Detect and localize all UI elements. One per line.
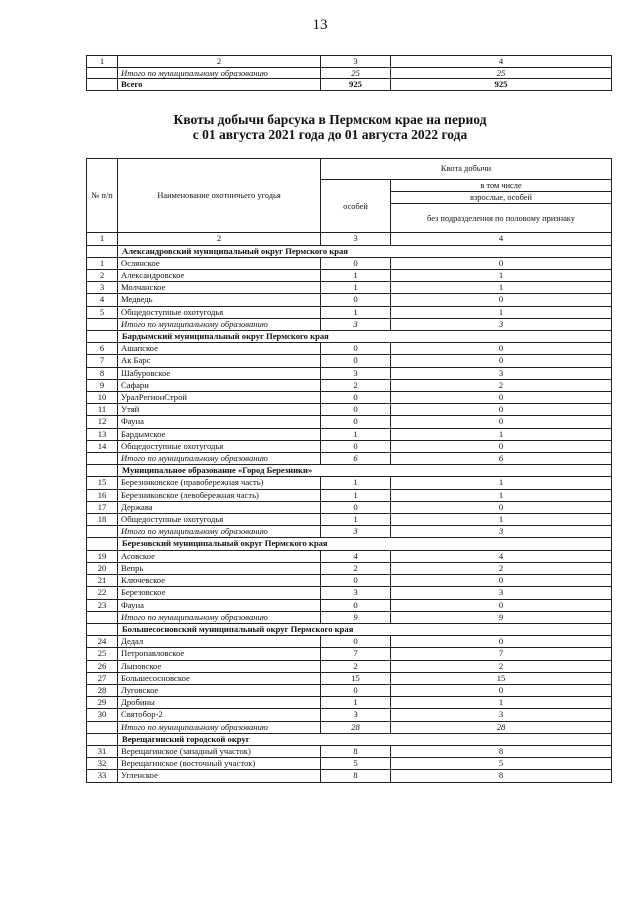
- adults-value: 2: [391, 562, 612, 574]
- table-row: [87, 648, 612, 660]
- row-name: Луговское: [118, 684, 321, 696]
- row-number: [87, 526, 118, 538]
- adults-value: 1: [391, 270, 612, 282]
- total-row: [87, 611, 612, 623]
- adults-value: 0: [391, 684, 612, 696]
- row-name: Итого по муниципальному образованию: [118, 721, 321, 733]
- quota-value: 28: [321, 721, 391, 733]
- row-name: Молчанское: [118, 282, 321, 294]
- row-number: 9: [87, 379, 118, 391]
- quota-value: 1: [321, 282, 391, 294]
- row-number: 20: [87, 562, 118, 574]
- row-name: Петропавловское: [118, 648, 321, 660]
- table-row: [87, 709, 612, 721]
- section-spacer: [87, 538, 118, 550]
- table-row: [87, 416, 612, 428]
- table-row: [87, 477, 612, 489]
- total-row: [87, 67, 612, 79]
- column-number: 2: [118, 233, 321, 245]
- header-row: [87, 159, 612, 180]
- quota-value: 6: [321, 453, 391, 465]
- row-name: Фауна: [118, 416, 321, 428]
- grand-total-row: [87, 79, 612, 91]
- row-number: 3: [87, 282, 118, 294]
- table-row: [87, 697, 612, 709]
- adults-value: 0: [391, 392, 612, 404]
- row-name: Медведь: [118, 294, 321, 306]
- row-number: 30: [87, 709, 118, 721]
- table-row: [87, 636, 612, 648]
- row-name: Всего: [118, 79, 321, 91]
- table-row: [87, 367, 612, 379]
- quota-value: 0: [321, 636, 391, 648]
- row-number: 4: [87, 294, 118, 306]
- row-number: 7: [87, 355, 118, 367]
- row-name: Березниковское (правобережная часть): [118, 477, 321, 489]
- adults-value: 7: [391, 648, 612, 660]
- table-row: [87, 404, 612, 416]
- section-row: [87, 465, 612, 477]
- quota-value: 9: [321, 611, 391, 623]
- previous-table-tail: [86, 55, 612, 91]
- adults-value: 3: [391, 709, 612, 721]
- section-row: [87, 538, 612, 550]
- page-number: 13: [312, 17, 328, 33]
- section-row: [87, 331, 612, 343]
- section-spacer: [87, 465, 118, 477]
- adults-value: 2: [391, 379, 612, 391]
- row-name: Держава: [118, 501, 321, 513]
- adults-value: 0: [391, 257, 612, 269]
- header-no-sex: без подразделения по половому признаку: [391, 204, 612, 233]
- quota-value: 2: [321, 660, 391, 672]
- adults-value: 0: [391, 599, 612, 611]
- row-number: 33: [87, 770, 118, 782]
- table-row: [87, 672, 612, 684]
- row-number: 8: [87, 367, 118, 379]
- row-number: 15: [87, 477, 118, 489]
- section-spacer: [87, 623, 118, 635]
- section-row: [87, 623, 612, 635]
- section-title: Бардымский муниципальный округ Пермского края: [118, 331, 612, 343]
- row-name: Дедал: [118, 636, 321, 648]
- row-name: Итого по муниципальному образованию: [118, 453, 321, 465]
- adults-value: 3: [391, 367, 612, 379]
- row-name: УралРегионСтрой: [118, 392, 321, 404]
- row-name: Верещагинское (восточный участок): [118, 758, 321, 770]
- adults-value: 0: [391, 575, 612, 587]
- column-number-row: [87, 233, 612, 245]
- header-num: № п/п: [87, 159, 118, 233]
- row-number: 27: [87, 672, 118, 684]
- title-line: с 01 августа 2021 года до 01 августа 2022 года: [192, 127, 468, 142]
- quota-value: 1: [321, 477, 391, 489]
- table-body: [87, 245, 612, 782]
- adults-value: 1: [391, 306, 612, 318]
- column-number: 2: [118, 56, 321, 68]
- quota-value: 2: [321, 562, 391, 574]
- header-including: в том числе: [391, 180, 612, 192]
- table-row: [87, 550, 612, 562]
- row-name: Угленское: [118, 770, 321, 782]
- quota-table: [86, 158, 612, 783]
- header-quota: Квота добычи: [321, 159, 612, 180]
- row-name: Бардымское: [118, 428, 321, 440]
- row-name: Общедоступные охотугодья: [118, 514, 321, 526]
- section-row: [87, 733, 612, 745]
- row-number: 28: [87, 684, 118, 696]
- adults-value: 9: [391, 611, 612, 623]
- column-number: 4: [391, 233, 612, 245]
- adults-value: 0: [391, 355, 612, 367]
- adults-value: 3: [391, 587, 612, 599]
- quota-value: 3: [321, 587, 391, 599]
- quota-value: 4: [321, 550, 391, 562]
- row-number: 25: [87, 648, 118, 660]
- adults-value: 8: [391, 770, 612, 782]
- adults-value: 15: [391, 672, 612, 684]
- quota-value: 0: [321, 355, 391, 367]
- table-row: [87, 440, 612, 452]
- quota-value: 0: [321, 684, 391, 696]
- adults-value: 5: [391, 758, 612, 770]
- adults-value: 2: [391, 660, 612, 672]
- row-number: 29: [87, 697, 118, 709]
- row-number: 1: [87, 257, 118, 269]
- quota-value: 7: [321, 648, 391, 660]
- column-number-row: [87, 56, 612, 68]
- table-row: [87, 489, 612, 501]
- quota-value: 0: [321, 575, 391, 587]
- row-number: 22: [87, 587, 118, 599]
- table-row: [87, 684, 612, 696]
- table-row: [87, 428, 612, 440]
- column-number: 1: [87, 233, 118, 245]
- adults-value: 925: [391, 79, 612, 91]
- row-number: 18: [87, 514, 118, 526]
- table-row: [87, 562, 612, 574]
- table-row: [87, 758, 612, 770]
- quota-value: 3: [321, 318, 391, 330]
- adults-value: 1: [391, 489, 612, 501]
- row-name: Ключевское: [118, 575, 321, 587]
- section-title: Большесосновский муниципальный округ Пермского края: [118, 623, 612, 635]
- adults-value: 1: [391, 428, 612, 440]
- row-name: Общедоступные охотугодья: [118, 440, 321, 452]
- quota-value: 0: [321, 392, 391, 404]
- row-name: Утяй: [118, 404, 321, 416]
- column-number: 1: [87, 56, 118, 68]
- adults-value: 0: [391, 636, 612, 648]
- quota-value: 0: [321, 416, 391, 428]
- quota-value: 0: [321, 294, 391, 306]
- quota-value: 3: [321, 367, 391, 379]
- quota-value: 1: [321, 489, 391, 501]
- total-row: [87, 453, 612, 465]
- row-name: Итого по муниципальному образованию: [118, 67, 321, 79]
- header-adults: взрослые, особей: [391, 192, 612, 204]
- row-name: Итого по муниципальному образованию: [118, 526, 321, 538]
- row-number: 32: [87, 758, 118, 770]
- table-row: [87, 257, 612, 269]
- quota-value: 1: [321, 270, 391, 282]
- adults-value: 1: [391, 514, 612, 526]
- row-number: [87, 318, 118, 330]
- row-name: Вепрь: [118, 562, 321, 574]
- section-spacer: [87, 331, 118, 343]
- column-number: 3: [321, 233, 391, 245]
- section-title: Березовский муниципальный округ Пермского края: [118, 538, 612, 550]
- adults-value: 1: [391, 697, 612, 709]
- adults-value: 25: [391, 67, 612, 79]
- header-name: Наименование охотничьего угодья: [118, 159, 321, 233]
- adults-value: 4: [391, 550, 612, 562]
- row-name: Фауна: [118, 599, 321, 611]
- row-name: Дробины: [118, 697, 321, 709]
- quota-value: 0: [321, 404, 391, 416]
- table-row: [87, 587, 612, 599]
- table-row: [87, 770, 612, 782]
- column-number: 4: [391, 56, 612, 68]
- total-row: [87, 721, 612, 733]
- row-number: 14: [87, 440, 118, 452]
- row-number: 6: [87, 343, 118, 355]
- section-row: [87, 245, 612, 257]
- table-row: [87, 294, 612, 306]
- section-title: Александровский муниципальный округ Пермского края: [118, 245, 612, 257]
- row-number: 12: [87, 416, 118, 428]
- quota-value: 3: [321, 709, 391, 721]
- quota-value: 1: [321, 428, 391, 440]
- header-individuals: особей: [321, 180, 391, 233]
- row-name: Ак Барс: [118, 355, 321, 367]
- table-row: [87, 745, 612, 757]
- total-row: [87, 318, 612, 330]
- table-row: [87, 355, 612, 367]
- row-number: 23: [87, 599, 118, 611]
- row-name: Асовское: [118, 550, 321, 562]
- section-title: Верещагинский городской округ: [118, 733, 612, 745]
- row-number: 21: [87, 575, 118, 587]
- adults-value: 0: [391, 416, 612, 428]
- row-name: Общедоступные охотугодья: [118, 306, 321, 318]
- quota-value: 1: [321, 306, 391, 318]
- column-number: 3: [321, 56, 391, 68]
- row-number: 10: [87, 392, 118, 404]
- table-row: [87, 270, 612, 282]
- row-number: 13: [87, 428, 118, 440]
- quota-value: 8: [321, 770, 391, 782]
- row-name: Александровское: [118, 270, 321, 282]
- row-name: Лыповское: [118, 660, 321, 672]
- row-number: [87, 79, 118, 91]
- section-title: Муниципальное образование «Город Березники»: [118, 465, 612, 477]
- table-row: [87, 599, 612, 611]
- adults-value: 0: [391, 440, 612, 452]
- adults-value: 3: [391, 526, 612, 538]
- row-number: 26: [87, 660, 118, 672]
- quota-value: 0: [321, 257, 391, 269]
- row-name: Верещагинское (западный участок): [118, 745, 321, 757]
- row-number: 2: [87, 270, 118, 282]
- row-name: Святобор-2: [118, 709, 321, 721]
- table-row: [87, 660, 612, 672]
- adults-value: 6: [391, 453, 612, 465]
- quota-value: 0: [321, 440, 391, 452]
- table-row: [87, 514, 612, 526]
- row-name: Шабуровское: [118, 367, 321, 379]
- table-row: [87, 392, 612, 404]
- title-line: Квоты добычи барсука в Пермском крае на период: [173, 112, 487, 127]
- section-spacer: [87, 733, 118, 745]
- quota-value: 8: [321, 745, 391, 757]
- quota-value: 0: [321, 501, 391, 513]
- row-number: 19: [87, 550, 118, 562]
- row-name: Итого по муниципальному образованию: [118, 318, 321, 330]
- table-row: [87, 501, 612, 513]
- quota-value: 15: [321, 672, 391, 684]
- adults-value: 0: [391, 294, 612, 306]
- table-row: [87, 575, 612, 587]
- row-number: 17: [87, 501, 118, 513]
- table-row: [87, 306, 612, 318]
- table-row: [87, 379, 612, 391]
- document-title: [80, 112, 580, 142]
- row-name: Большесосновское: [118, 672, 321, 684]
- row-name: Ослянское: [118, 257, 321, 269]
- adults-value: 8: [391, 745, 612, 757]
- adults-value: 1: [391, 282, 612, 294]
- quota-value: 925: [321, 79, 391, 91]
- adults-value: 0: [391, 343, 612, 355]
- row-name: Ашапское: [118, 343, 321, 355]
- row-number: 11: [87, 404, 118, 416]
- quota-value: 3: [321, 526, 391, 538]
- adults-value: 28: [391, 721, 612, 733]
- row-number: [87, 453, 118, 465]
- quota-value: 5: [321, 758, 391, 770]
- quota-value: 0: [321, 343, 391, 355]
- row-number: [87, 721, 118, 733]
- row-name: Сафари: [118, 379, 321, 391]
- row-number: 5: [87, 306, 118, 318]
- quota-value: 0: [321, 599, 391, 611]
- adults-value: 1: [391, 477, 612, 489]
- adults-value: 3: [391, 318, 612, 330]
- row-name: Березовское: [118, 587, 321, 599]
- row-name: Итого по муниципальному образованию: [118, 611, 321, 623]
- row-number: [87, 611, 118, 623]
- quota-value: 25: [321, 67, 391, 79]
- total-row: [87, 526, 612, 538]
- quota-value: 1: [321, 697, 391, 709]
- adults-value: 0: [391, 501, 612, 513]
- section-spacer: [87, 245, 118, 257]
- table-row: [87, 343, 612, 355]
- quota-value: 1: [321, 514, 391, 526]
- row-number: 24: [87, 636, 118, 648]
- quota-value: 2: [321, 379, 391, 391]
- table-row: [87, 282, 612, 294]
- row-number: 31: [87, 745, 118, 757]
- row-number: 16: [87, 489, 118, 501]
- row-number: [87, 67, 118, 79]
- adults-value: 0: [391, 404, 612, 416]
- row-name: Березниковское (левобережная часть): [118, 489, 321, 501]
